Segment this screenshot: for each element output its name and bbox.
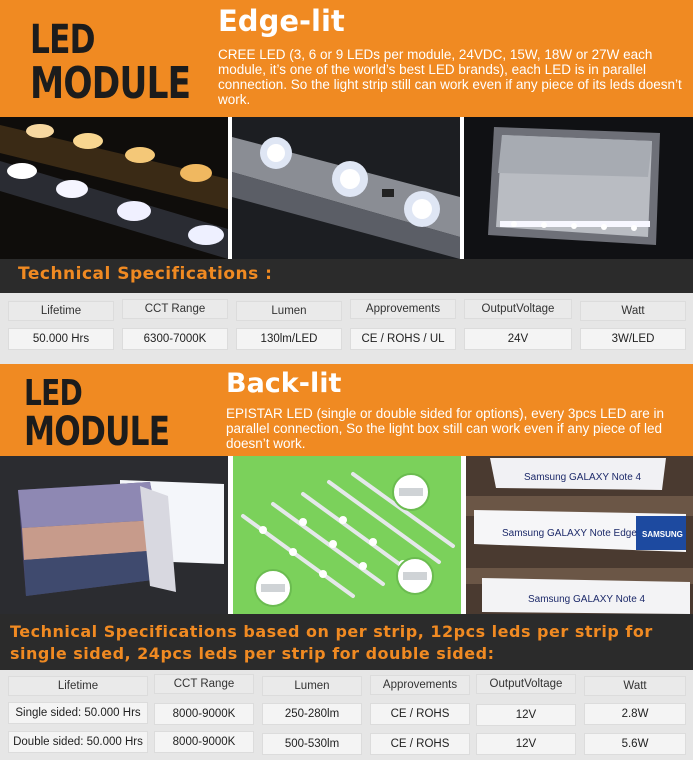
spec-header-lumen: Lumen	[262, 676, 362, 696]
edge-lit-title: Edge-lit	[218, 4, 345, 38]
double-sided-cct-range: 8000-9000K	[154, 731, 254, 753]
spec-value-approvements: CE / ROHS / UL	[350, 328, 456, 350]
single-sided-cct-range: 8000-9000K	[154, 703, 254, 725]
spec-value-lumen: 130lm/LED	[236, 328, 342, 350]
edge-lit-light-box-photo	[464, 117, 693, 259]
double-sided-approvements: CE / ROHS	[370, 733, 470, 755]
spec-value-lifetime: 50.000 Hrs	[8, 328, 114, 350]
back-lit-spec-title-bar	[0, 614, 693, 670]
double-sided-output-voltage: 12V	[476, 733, 576, 755]
single-sided-watt: 2.8W	[584, 703, 686, 725]
spec-value-cct-range: 6300-7000K	[122, 328, 228, 350]
edge-lit-banner	[0, 0, 693, 117]
fabric-light-box-photo	[0, 456, 228, 614]
double-sided-lifetime: Double sided: 50.000 Hrs	[8, 731, 148, 753]
spec-header-lumen: Lumen	[236, 301, 342, 321]
double-sided-watt: 5.6W	[584, 733, 686, 755]
logo-line-1: LED	[30, 17, 95, 63]
led-module-closeup-photo	[232, 117, 460, 259]
back-lit-banner	[0, 364, 693, 456]
logo-line-1: LED	[24, 373, 83, 414]
back-lit-photos	[0, 456, 693, 614]
back-lit-spec-title: Technical Specifications based on per strip, 12pcs leds per strip for single sided, 24pcs leds per strip for double sided:	[10, 622, 653, 663]
logo-line-2: MODULE	[24, 409, 170, 455]
single-sided-approvements: CE / ROHS	[370, 703, 470, 725]
spec-value-output-voltage: 24V	[464, 328, 572, 350]
spec-value-watt: 3W/LED	[580, 328, 686, 350]
sign-text-1: Samsung GALAXY Note 4	[524, 472, 642, 483]
double-sided-lumen: 500-530lm	[262, 733, 362, 755]
edge-lit-photos	[0, 117, 693, 259]
spec-header-approvements: Approvements	[350, 299, 456, 319]
led-module-logo	[24, 373, 170, 455]
back-lit-spec-table	[0, 670, 693, 760]
spec-header-output-voltage: OutputVoltage	[464, 299, 572, 319]
sign-text-2: Samsung GALAXY Note Edge	[502, 528, 637, 539]
led-module-logo	[30, 17, 191, 109]
edge-lit-description: CREE LED (3, 6 or 9 LEDs per module, 24VDC, 15W, 18W or 27W each module, it’s one of the world’s best LED brands), each LED is in parallel connection. So the light strip still can work even if any piece of its leds doesn’t work.	[218, 47, 682, 107]
edge-lit-spec-title: Technical Specifications :	[18, 264, 273, 284]
spec-header-cct-range: CCT Range	[122, 299, 228, 319]
edge-lit-spec-table	[0, 293, 693, 364]
back-lit-title: Back-lit	[226, 368, 342, 399]
led-modules-on-green-photo	[233, 456, 461, 614]
sign-text-4: Samsung GALAXY Note 4	[528, 594, 646, 605]
sign-text-3: SAMSUNG	[642, 530, 683, 539]
edge-lit-spec-title-bar	[0, 259, 693, 293]
spec-header-cct-range: CCT Range	[154, 674, 254, 694]
single-sided-lifetime: Single sided: 50.000 Hrs	[8, 702, 148, 724]
spec-header-watt: Watt	[580, 301, 686, 321]
spec-header-watt: Watt	[584, 676, 686, 696]
back-lit-description: EPISTAR LED (single or double sided for options), every 3pcs LED are in parallel connection, So the light box still can work even if any piece of led doesn’t work.	[226, 406, 664, 451]
logo-line-2: MODULE	[30, 58, 191, 109]
spec-header-output-voltage: OutputVoltage	[476, 674, 576, 694]
single-sided-lumen: 250-280lm	[262, 703, 362, 725]
led-strip-photo	[0, 117, 228, 259]
spec-header-approvements: Approvements	[370, 675, 470, 695]
single-sided-output-voltage: 12V	[476, 704, 576, 726]
spec-header-lifetime: Lifetime	[8, 676, 148, 696]
spec-header-lifetime: Lifetime	[8, 301, 114, 321]
mall-signage-photo	[466, 456, 693, 614]
